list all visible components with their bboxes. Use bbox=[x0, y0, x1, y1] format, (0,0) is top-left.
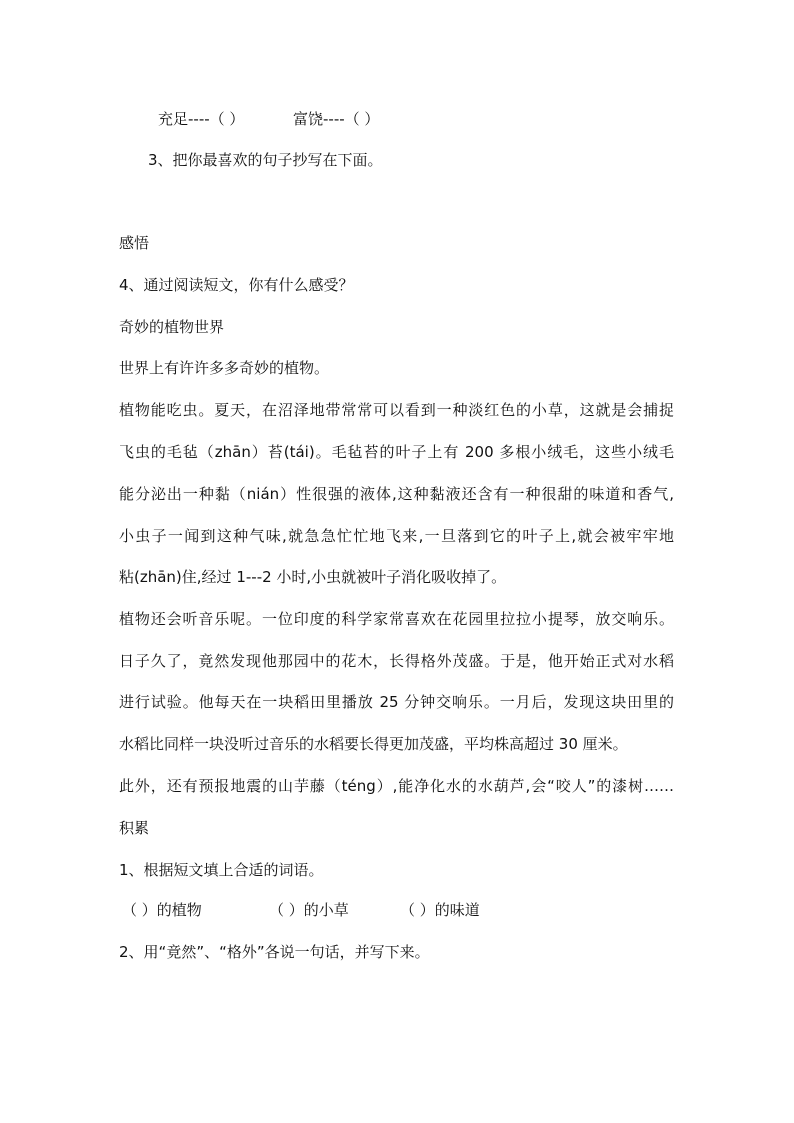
question-3: 3、把你最喜欢的句子抄写在下面。 bbox=[148, 151, 383, 169]
paragraph-line: 粘(zhān)住,经过 1---2 小时,小虫就被叶子消化吸收掉了。 bbox=[119, 568, 507, 586]
paragraph-line: 植物能吃虫。夏天，在沼泽地带常常可以看到一种淡红色的小草，这就是会捕捉 bbox=[119, 401, 674, 419]
section-heading-ganwu: 感悟 bbox=[119, 234, 150, 252]
paragraph-line: 能分泌出一种黏（nián）性很强的液体,这种黏液还含有一种很甜的味道和香气, bbox=[119, 485, 674, 503]
article-intro: 世界上有许许多多奇妙的植物。 bbox=[119, 359, 330, 377]
fill-blank-taste: （ ）的味道 bbox=[400, 901, 480, 919]
section-heading-jilei: 积累 bbox=[119, 819, 150, 837]
paragraph-line: 进行试验。他每天在一块稻田里播放 25 分钟交响乐。一月后，发现这块田里的 bbox=[119, 693, 674, 711]
paragraph-line: 水稻比同样一块没听过音乐的水稻要长得更加茂盛，平均株高超过 30 厘米。 bbox=[119, 735, 628, 753]
article-title: 奇妙的植物世界 bbox=[119, 318, 225, 336]
question-2: 2、用“竟然”、“格外”各说一句话，并写下来。 bbox=[119, 943, 430, 961]
vocab-item-furao: 富饶----（ ） bbox=[293, 110, 380, 128]
paragraph-line: 飞虫的毛毡（zhān）苔(tái)。毛毡苔的叶子上有 200 多根小绒毛，这些小绒毛 bbox=[119, 443, 674, 461]
fill-blank-plants: （ ）的植物 bbox=[122, 901, 202, 919]
question-1: 1、根据短文填上合适的词语。 bbox=[119, 861, 324, 879]
vocab-item-chongzu: 充足----（ ） bbox=[158, 110, 245, 128]
question-4: 4、通过阅读短文，你有什么感受？ bbox=[119, 276, 354, 294]
paragraph-line: 日子久了，竟然发现他那园中的花木，长得格外茂盛。于是，他开始正式对水稻 bbox=[119, 652, 674, 670]
fill-blank-grass: （ ）的小草 bbox=[269, 901, 349, 919]
paragraph-line: 此外，还有预报地震的山芋藤（téng）,能净化水的水葫芦,会“咬人”的漆树…… bbox=[119, 777, 674, 795]
paragraph-line: 小虫子一闻到这种气味,就急急忙忙地飞来,一旦落到它的叶子上,就会被牢牢地 bbox=[119, 527, 674, 545]
paragraph-line: 植物还会听音乐呢。一位印度的科学家常喜欢在花园里拉拉小提琴，放交响乐。 bbox=[119, 610, 674, 628]
